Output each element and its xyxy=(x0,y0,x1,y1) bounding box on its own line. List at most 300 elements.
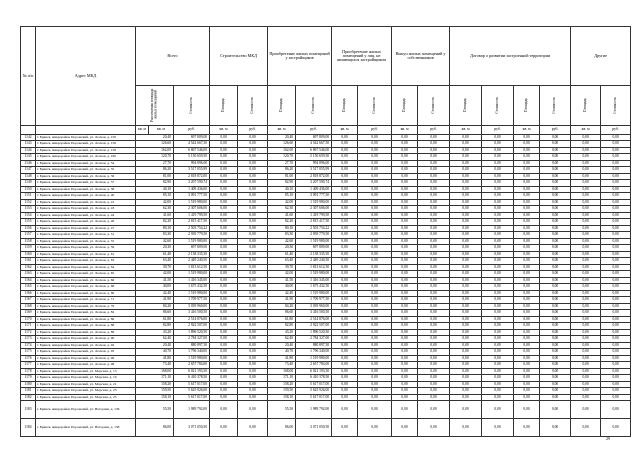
row-construction-area: 0,00 xyxy=(210,349,238,356)
row-area-merged: 40,10 xyxy=(136,186,174,193)
row-dev-area: 20,30 xyxy=(268,245,296,252)
row-zero-cost: 0,00 xyxy=(482,134,514,141)
row-construction-cost: 0,00 xyxy=(238,134,268,141)
row-area-merged: 20,40 xyxy=(136,342,174,349)
row-zero-area: 0,00 xyxy=(450,219,482,226)
row-zero-area: 0,00 xyxy=(450,167,482,174)
row-zero-cost: 0,00 xyxy=(418,258,450,265)
row-zero-area: 0,00 xyxy=(332,297,358,304)
page-number: 29 xyxy=(606,436,610,441)
row-zero-cost: 0,00 xyxy=(482,388,514,395)
row-zero-area: 0,00 xyxy=(514,154,540,161)
row-zero-cost: 0,00 xyxy=(540,310,571,317)
row-number: 1163 xyxy=(21,271,36,278)
row-construction-cost: 0,00 xyxy=(238,232,268,239)
row-zero-cost: 0,00 xyxy=(482,180,514,187)
row-zero-cost: 0,00 xyxy=(358,329,392,336)
row-zero-cost: 0,00 xyxy=(540,232,571,239)
row-construction-area: 0,00 xyxy=(210,381,238,388)
row-area-merged: 83,30 xyxy=(136,232,174,239)
row-zero-cost: 0,00 xyxy=(418,180,450,187)
row-zero-cost: 0,00 xyxy=(418,375,450,382)
row-zero-cost: 0,00 xyxy=(418,362,450,369)
row-zero-area: 0,00 xyxy=(571,368,601,375)
row-zero-cost: 0,00 xyxy=(601,375,631,382)
row-zero-cost: 0,00 xyxy=(540,212,571,219)
row-zero-cost: 0,00 xyxy=(482,401,514,419)
row-zero-cost: 0,00 xyxy=(482,147,514,154)
row-total-cost: 6 867 546,00 xyxy=(174,147,210,154)
row-zero-area: 0,00 xyxy=(332,245,358,252)
row-dev-cost: 2 449 240,50 xyxy=(296,258,332,265)
row-zero-area: 0,00 xyxy=(514,258,540,265)
row-zero-area: 0,00 xyxy=(514,303,540,310)
row-area-merged: 61,80 xyxy=(136,316,174,323)
row-zero-cost: 0,00 xyxy=(358,297,392,304)
row-total-cost: 2 503 754,22 xyxy=(174,225,210,232)
row-zero-area: 0,00 xyxy=(392,277,418,284)
row-zero-area: 0,00 xyxy=(571,303,601,310)
row-number: 1153 xyxy=(21,206,36,213)
row-construction-cost: 0,00 xyxy=(238,284,268,291)
row-number: 1154 xyxy=(21,212,36,219)
row-zero-area: 0,00 xyxy=(392,258,418,265)
row-zero-cost: 0,00 xyxy=(358,368,392,375)
row-zero-cost: 0,00 xyxy=(482,167,514,174)
row-zero-area: 0,00 xyxy=(450,381,482,388)
row-zero-cost: 0,00 xyxy=(601,238,631,245)
row-zero-cost: 0,00 xyxy=(358,264,392,271)
row-area-merged: 82,90 xyxy=(136,180,174,187)
row-dev-area: 82,80 xyxy=(268,323,296,330)
row-construction-cost: 0,00 xyxy=(238,316,268,323)
row-zero-area: 0,00 xyxy=(514,349,540,356)
row-zero-area: 0,00 xyxy=(392,251,418,258)
row-zero-cost: 0,00 xyxy=(601,368,631,375)
row-zero-cost: 0,00 xyxy=(418,284,450,291)
row-zero-area: 0,00 xyxy=(450,141,482,148)
row-zero-area: 0,00 xyxy=(450,362,482,369)
row-construction-area: 0,00 xyxy=(210,310,238,317)
row-zero-area: 0,00 xyxy=(514,199,540,206)
row-zero-area: 0,00 xyxy=(392,303,418,310)
row-zero-cost: 0,00 xyxy=(482,329,514,336)
row-zero-area: 0,00 xyxy=(514,264,540,271)
row-construction-cost: 0,00 xyxy=(238,238,268,245)
row-zero-cost: 0,00 xyxy=(358,251,392,258)
row-zero-cost: 0,00 xyxy=(601,180,631,187)
row-construction-area: 0,00 xyxy=(210,173,238,180)
row-construction-area: 0,00 xyxy=(210,388,238,395)
row-zero-area: 0,00 xyxy=(332,349,358,356)
row-zero-area: 0,00 xyxy=(514,355,540,362)
row-dev-area: 62,40 xyxy=(268,336,296,343)
row-area-merged: 171,10 xyxy=(136,375,174,382)
row-construction-area: 0,00 xyxy=(210,303,238,310)
row-zero-area: 0,00 xyxy=(392,271,418,278)
row-address: г. Брянск, микрорайон Порожский, ул. Лесная, д. 38 xyxy=(36,186,136,193)
row-zero-area: 0,00 xyxy=(514,206,540,213)
row-zero-area: 0,00 xyxy=(332,141,358,148)
row-total-cost: 2 784 327,00 xyxy=(174,336,210,343)
row-area-merged: 162,00 xyxy=(136,147,174,154)
row-zero-cost: 0,00 xyxy=(418,167,450,174)
row-zero-cost: 0,00 xyxy=(601,219,631,226)
row-zero-area: 0,00 xyxy=(571,284,601,291)
row-total-cost: 1 989 792,00 xyxy=(174,401,210,419)
row-area-merged: 158,20 xyxy=(136,381,174,388)
unit-blank xyxy=(36,126,136,135)
row-total-cost: 880 897,50 xyxy=(174,342,210,349)
row-total-cost: 1 796 340,00 xyxy=(174,349,210,356)
row-number: 1174 xyxy=(21,342,36,349)
row-construction-cost: 0,00 xyxy=(238,225,268,232)
row-zero-cost: 0,00 xyxy=(540,180,571,187)
row-zero-area: 0,00 xyxy=(392,323,418,330)
row-zero-cost: 0,00 xyxy=(601,232,631,239)
row-zero-cost: 0,00 xyxy=(482,297,514,304)
row-zero-cost: 0,00 xyxy=(418,290,450,297)
row-address: г. Брянск, микрорайон Порожский, ул. Лесная, д. 86 xyxy=(36,316,136,323)
row-area-merged: 168,00 xyxy=(136,368,174,375)
row-zero-area: 0,00 xyxy=(450,336,482,343)
row-number: 1150 xyxy=(21,186,36,193)
row-zero-area: 0,00 xyxy=(392,329,418,336)
row-zero-cost: 0,00 xyxy=(540,160,571,167)
row-zero-area: 0,00 xyxy=(392,342,418,349)
row-zero-cost: 0,00 xyxy=(601,193,631,200)
row-address: г. Брянск, микрорайон Порожский, ул. Морская, д. 21 xyxy=(36,381,136,388)
row-area-merged: 62,40 xyxy=(136,336,174,343)
row-zero-cost: 0,00 xyxy=(358,271,392,278)
row-zero-area: 0,00 xyxy=(450,375,482,382)
row-total-cost: 697 809,00 xyxy=(174,245,210,252)
row-zero-area: 0,00 xyxy=(571,206,601,213)
row-zero-area: 0,00 xyxy=(392,362,418,369)
row-total-cost: 1 519 980,00 xyxy=(174,355,210,362)
row-zero-area: 0,00 xyxy=(450,199,482,206)
row-area-merged: 55,50 xyxy=(136,401,174,419)
row-number: 1162 xyxy=(21,264,36,271)
row-zero-area: 0,00 xyxy=(450,147,482,154)
row-dev-area: 81,00 xyxy=(268,173,296,180)
row-address: г. Брянск, микрорайон Порожский, ул. Лесная, д. 150 xyxy=(36,134,136,141)
row-zero-area: 0,00 xyxy=(450,180,482,187)
row-zero-cost: 0,00 xyxy=(482,290,514,297)
row-zero-area: 0,00 xyxy=(514,212,540,219)
row-address: г. Брянск, микрорайон Порожский, ул. Лесная, д. 47 xyxy=(36,225,136,232)
row-zero-area: 0,00 xyxy=(571,147,601,154)
row-construction-cost: 0,00 xyxy=(238,251,268,258)
row-zero-area: 0,00 xyxy=(571,199,601,206)
row-zero-area: 0,00 xyxy=(450,173,482,180)
row-zero-cost: 0,00 xyxy=(358,232,392,239)
row-zero-area: 0,00 xyxy=(514,394,540,401)
row-zero-cost: 0,00 xyxy=(540,323,571,330)
row-zero-cost: 0,00 xyxy=(418,154,450,161)
row-zero-cost: 0,00 xyxy=(540,264,571,271)
row-dev-cost: 2 784 327,00 xyxy=(296,336,332,343)
row-construction-area: 0,00 xyxy=(210,193,238,200)
row-construction-cost: 0,00 xyxy=(238,336,268,343)
row-zero-cost: 0,00 xyxy=(358,167,392,174)
row-total-cost: 2 818 872,00 xyxy=(174,173,210,180)
row-zero-cost: 0,00 xyxy=(540,199,571,206)
row-dev-area: 42,00 xyxy=(268,271,296,278)
row-zero-cost: 0,00 xyxy=(358,284,392,291)
row-zero-cost: 0,00 xyxy=(482,316,514,323)
row-zero-area: 0,00 xyxy=(450,419,482,437)
row-zero-cost: 0,00 xyxy=(482,225,514,232)
row-zero-cost: 0,00 xyxy=(418,355,450,362)
row-construction-cost: 0,00 xyxy=(238,271,268,278)
row-number: 1165 xyxy=(21,284,36,291)
row-number: 1158 xyxy=(21,238,36,245)
row-zero-area: 0,00 xyxy=(450,368,482,375)
row-dev-area: 20,40 xyxy=(268,342,296,349)
row-zero-cost: 0,00 xyxy=(482,336,514,343)
row-zero-cost: 0,00 xyxy=(482,271,514,278)
row-dev-area: 82,20 xyxy=(268,219,296,226)
row-zero-cost: 0,00 xyxy=(601,394,631,401)
row-number: 1177 xyxy=(21,362,36,369)
row-zero-area: 0,00 xyxy=(450,394,482,401)
row-zero-cost: 0,00 xyxy=(482,245,514,252)
row-number: 1173 xyxy=(21,336,36,343)
row-zero-cost: 0,00 xyxy=(601,329,631,336)
row-zero-cost: 0,00 xyxy=(540,186,571,193)
row-zero-cost: 0,00 xyxy=(418,316,450,323)
row-address: г. Брянск, микрорайон Порожский, ул. Нагорная, д. 136 xyxy=(36,401,136,419)
row-number: 1180 xyxy=(21,381,36,388)
row-zero-cost: 0,00 xyxy=(418,349,450,356)
row-dev-area: 86,20 xyxy=(268,167,296,174)
row-zero-area: 0,00 xyxy=(332,193,358,200)
row-zero-area: 0,00 xyxy=(571,219,601,226)
row-total-cost: 4 542 667,50 xyxy=(174,141,210,148)
row-construction-area: 0,00 xyxy=(210,401,238,419)
row-construction-cost: 0,00 xyxy=(238,186,268,193)
row-zero-area: 0,00 xyxy=(450,277,482,284)
row-area-merged: 158,10 xyxy=(136,394,174,401)
row-zero-area: 0,00 xyxy=(392,316,418,323)
row-zero-cost: 0,00 xyxy=(540,394,571,401)
row-construction-area: 0,00 xyxy=(210,219,238,226)
row-zero-area: 0,00 xyxy=(571,180,601,187)
row-zero-cost: 0,00 xyxy=(540,225,571,232)
row-number: 1167 xyxy=(21,297,36,304)
row-construction-area: 0,00 xyxy=(210,212,238,219)
row-dev-area: 43,20 xyxy=(268,329,296,336)
row-number: 1181 xyxy=(21,388,36,395)
row-total-cost: 3 071 050,50 xyxy=(174,419,210,437)
row-address: г. Брянск, микрорайон Порожский, ул. Лесная, д. 40 xyxy=(36,193,136,200)
row-total-cost: 1 519 980,00 xyxy=(174,238,210,245)
row-construction-area: 0,00 xyxy=(210,419,238,437)
row-zero-cost: 0,00 xyxy=(540,316,571,323)
row-zero-area: 0,00 xyxy=(514,134,540,141)
row-construction-cost: 0,00 xyxy=(238,147,268,154)
row-zero-area: 0,00 xyxy=(392,336,418,343)
row-address: г. Брянск, микрорайон Порожский, ул. Лесная, д. 90 xyxy=(36,336,136,343)
row-zero-area: 0,00 xyxy=(571,167,601,174)
row-zero-cost: 0,00 xyxy=(482,264,514,271)
row-zero-area: 0,00 xyxy=(571,329,601,336)
row-area-merged: 42,00 xyxy=(136,199,174,206)
row-total-cost: 6 410 378,50 xyxy=(174,375,210,382)
row-dev-area: 159,50 xyxy=(268,388,296,395)
row-number: 1175 xyxy=(21,349,36,356)
row-zero-cost: 0,00 xyxy=(358,290,392,297)
row-address: г. Брянск, микрорайон Порожский, ул. Лесная, д. 51 xyxy=(36,232,136,239)
row-zero-area: 0,00 xyxy=(514,342,540,349)
row-zero-cost: 0,00 xyxy=(601,290,631,297)
row-zero-area: 0,00 xyxy=(332,290,358,297)
row-area-merged: 159,50 xyxy=(136,388,174,395)
row-area-merged: 61,40 xyxy=(136,251,174,258)
unit-label: руб. xyxy=(482,126,514,135)
row-area-merged: 85,10 xyxy=(136,193,174,200)
row-dev-area: 158,10 xyxy=(268,394,296,401)
row-zero-area: 0,00 xyxy=(332,336,358,343)
row-dev-cost: 697 809,00 xyxy=(296,134,332,141)
row-zero-cost: 0,00 xyxy=(358,238,392,245)
row-zero-area: 0,00 xyxy=(571,258,601,265)
row-zero-cost: 0,00 xyxy=(418,401,450,419)
row-zero-cost: 0,00 xyxy=(482,193,514,200)
row-number: 1161 xyxy=(21,258,36,265)
row-area-merged: 20,40 xyxy=(136,134,174,141)
row-dev-cost: 3 039 960,00 xyxy=(296,303,332,310)
row-total-cost: 2 138 335,50 xyxy=(174,251,210,258)
unit-label: кв. м xyxy=(149,126,174,135)
row-zero-cost: 0,00 xyxy=(601,419,631,437)
row-zero-area: 0,00 xyxy=(571,375,601,382)
row-address: г. Брянск, микрорайон Порожский, ул. Лесная, д. 68 xyxy=(36,284,136,291)
row-area-merged: 80,10 xyxy=(136,225,174,232)
row-zero-cost: 0,00 xyxy=(358,219,392,226)
row-zero-cost: 0,00 xyxy=(601,401,631,419)
row-address: г. Брянск, микрорайон Порожский, ул. Лесная, д. 160 xyxy=(36,154,136,161)
row-zero-area: 0,00 xyxy=(392,290,418,297)
row-zero-area: 0,00 xyxy=(514,401,540,419)
row-dev-area: 82,90 xyxy=(268,180,296,187)
row-area-merged: 63,40 xyxy=(136,258,174,265)
row-zero-area: 0,00 xyxy=(450,284,482,291)
row-zero-area: 0,00 xyxy=(392,368,418,375)
row-dev-area: 158,20 xyxy=(268,381,296,388)
row-dev-area: 20,40 xyxy=(268,134,296,141)
row-area-merged: 84,20 xyxy=(136,303,174,310)
row-zero-area: 0,00 xyxy=(514,329,540,336)
header-purchase-non-developers: Приобретение жилых помещений у лиц, не являющихся застройщиком xyxy=(332,27,392,86)
row-construction-cost: 0,00 xyxy=(238,375,268,382)
row-dev-area: 126,60 xyxy=(268,141,296,148)
units-row xyxy=(21,126,631,135)
row-zero-cost: 0,00 xyxy=(358,173,392,180)
row-zero-area: 0,00 xyxy=(332,375,358,382)
unit-label: кв. м xyxy=(514,126,540,135)
row-zero-area: 0,00 xyxy=(392,147,418,154)
row-zero-area: 0,00 xyxy=(514,232,540,239)
row-dev-cost: 1 709 977,50 xyxy=(296,297,332,304)
row-construction-cost: 0,00 xyxy=(238,199,268,206)
row-zero-cost: 0,00 xyxy=(601,173,631,180)
row-construction-area: 0,00 xyxy=(210,134,238,141)
row-dev-cost: 2 503 754,22 xyxy=(296,225,332,232)
row-zero-area: 0,00 xyxy=(450,310,482,317)
row-zero-cost: 0,00 xyxy=(418,219,450,226)
row-dev-area: 85,10 xyxy=(268,193,296,200)
row-dev-area: 86,60 xyxy=(268,310,296,317)
row-zero-cost: 0,00 xyxy=(601,297,631,304)
row-zero-cost: 0,00 xyxy=(540,154,571,161)
row-total-cost: 3 416 500,50 xyxy=(174,310,210,317)
row-total-cost: 1 419 799,50 xyxy=(174,212,210,219)
row-number: 1151 xyxy=(21,193,36,200)
row-zero-area: 0,00 xyxy=(392,388,418,395)
unit-label: кв. м xyxy=(450,126,482,135)
row-construction-area: 0,00 xyxy=(210,225,238,232)
row-total-cost: 3 207 590,74 xyxy=(174,180,210,187)
row-total-cost: 2 657 784,00 xyxy=(174,362,210,369)
row-zero-cost: 0,00 xyxy=(418,323,450,330)
row-number: 1169 xyxy=(21,310,36,317)
row-zero-cost: 0,00 xyxy=(540,277,571,284)
row-zero-cost: 0,00 xyxy=(358,375,392,382)
row-address: г. Брянск, микрорайон Порожский, ул. Нагорная, д. 138 xyxy=(36,419,136,437)
row-construction-cost: 0,00 xyxy=(238,206,268,213)
row-total-cost: 2 307 606,00 xyxy=(174,206,210,213)
row-zero-cost: 0,00 xyxy=(482,251,514,258)
row-zero-area: 0,00 xyxy=(392,134,418,141)
row-zero-cost: 0,00 xyxy=(358,225,392,232)
row-construction-cost: 0,00 xyxy=(238,381,268,388)
row-zero-cost: 0,00 xyxy=(540,245,571,252)
row-zero-area: 0,00 xyxy=(514,245,540,252)
row-zero-area: 0,00 xyxy=(392,219,418,226)
row-zero-area: 0,00 xyxy=(514,180,540,187)
row-dev-cost: 994 896,00 xyxy=(296,160,332,167)
row-number: 1178 xyxy=(21,368,36,375)
row-total-cost: 2 514 876,00 xyxy=(174,316,210,323)
row-area-merged: 43,20 xyxy=(136,329,174,336)
row-dev-cost: 2 514 876,00 xyxy=(296,316,332,323)
row-construction-area: 0,00 xyxy=(210,329,238,336)
row-zero-area: 0,00 xyxy=(450,160,482,167)
row-zero-area: 0,00 xyxy=(332,238,358,245)
row-total-cost: 1 709 977,50 xyxy=(174,297,210,304)
row-zero-cost: 0,00 xyxy=(418,329,450,336)
subheader-cost: Стоимость xyxy=(601,86,631,126)
row-area-merged: 41,80 xyxy=(136,355,174,362)
row-zero-area: 0,00 xyxy=(571,310,601,317)
unit-label: кв. м xyxy=(136,126,149,135)
row-zero-area: 0,00 xyxy=(332,251,358,258)
row-dev-cost: 2 657 784,00 xyxy=(296,362,332,369)
row-zero-area: 0,00 xyxy=(571,336,601,343)
row-zero-area: 0,00 xyxy=(514,388,540,395)
row-construction-area: 0,00 xyxy=(210,362,238,369)
row-dev-cost: 3 416 500,50 xyxy=(296,310,332,317)
row-zero-area: 0,00 xyxy=(450,206,482,213)
header-purchase-developers: Приобретение жилых помещений у застройщиков xyxy=(268,27,332,86)
row-total-cost: 3 517 055,99 xyxy=(174,167,210,174)
row-zero-cost: 0,00 xyxy=(358,199,392,206)
row-construction-cost: 0,00 xyxy=(238,388,268,395)
row-zero-cost: 0,00 xyxy=(601,199,631,206)
row-zero-area: 0,00 xyxy=(571,212,601,219)
